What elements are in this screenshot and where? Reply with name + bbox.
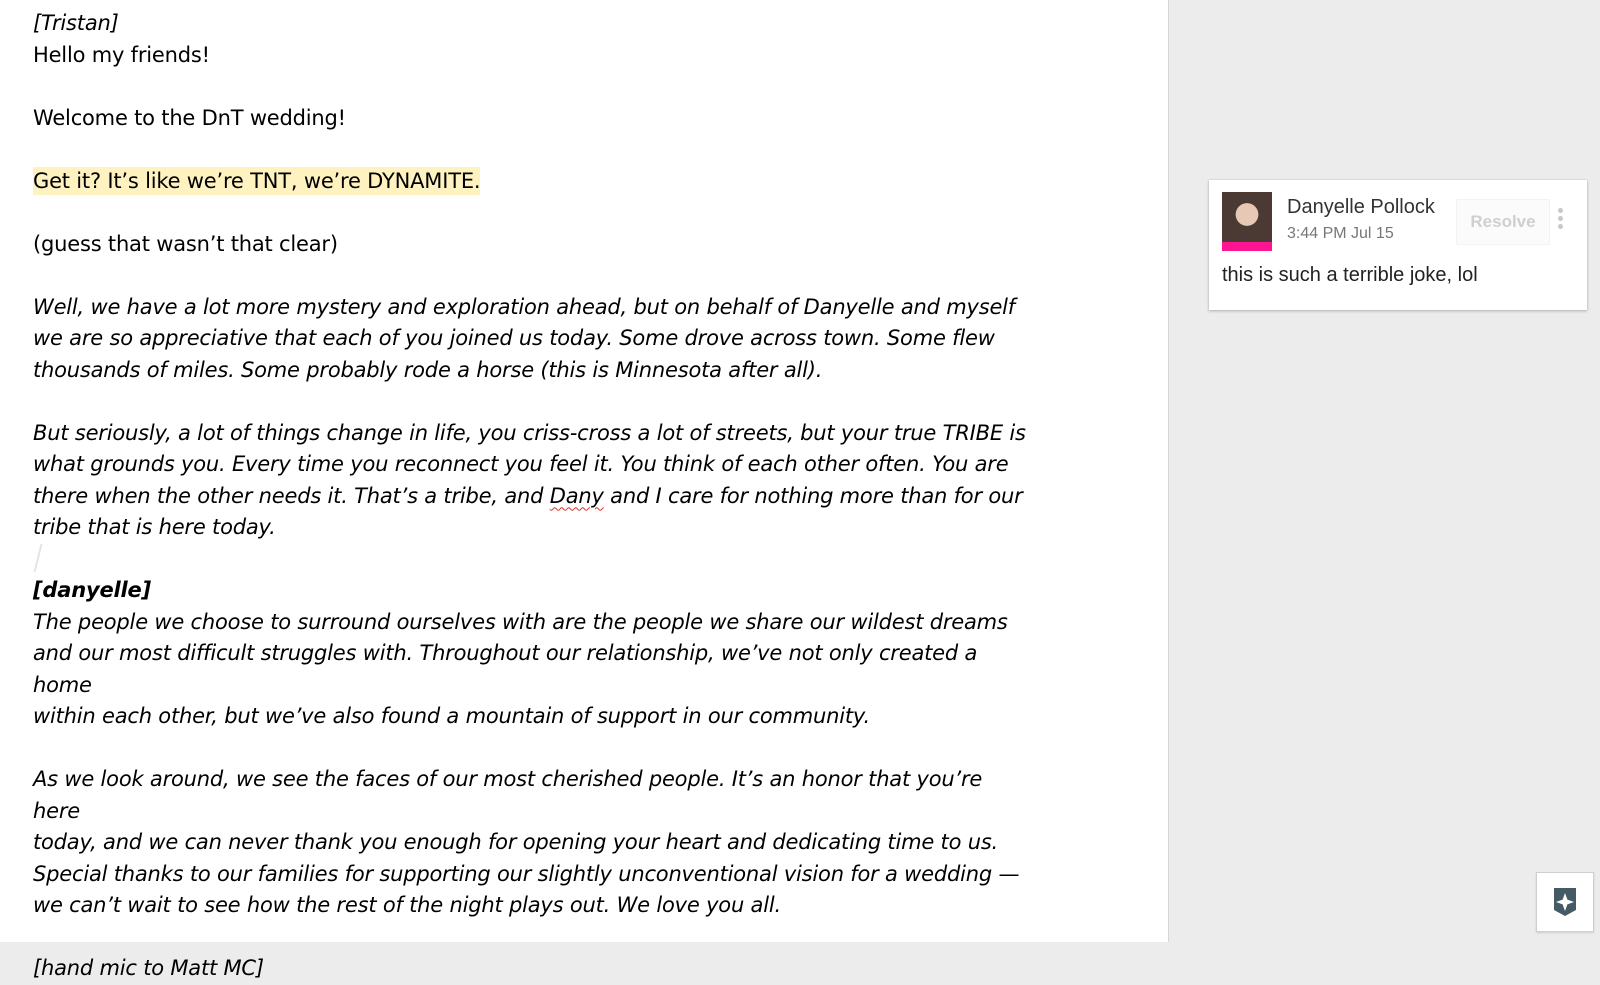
comment-highlight[interactable]: Get it? It’s like we’re TNT, we’re DYNAMITE. (33, 168, 481, 193)
paragraph-line: Special thanks to our families for supporting our slightly unconventional vision for a wedding — (33, 861, 1020, 886)
paragraph-line: Well, we have a lot more mystery and exploration ahead, but on behalf of Danyelle and myself (33, 294, 1016, 319)
paragraph-line: The people we choose to surround ourselves with are the people we share our wildest dreams (33, 609, 1008, 634)
paragraph-line: today, and we can never thank you enough for opening your heart and dedicating time to us. (33, 830, 999, 854)
paragraph-line: tribe that is here today. (33, 515, 276, 539)
document-body[interactable] (33, 8, 1033, 985)
speaker-label-tristan: [Tristan] (33, 11, 119, 35)
paragraph-line: what grounds you. Every time you reconnect you feel it. You think of each other often. You are (33, 452, 1009, 476)
paragraph-line: within each other, but we’ve also found a mountain of support in our community. (33, 704, 870, 728)
paragraph-line: As we look around, we see the faces of our most cherished people. It’s an honor that you’re here (33, 767, 983, 823)
text-span: and I care for nothing more than for our (603, 483, 1023, 508)
resolve-button[interactable]: Resolve (1456, 199, 1550, 245)
paragraph-line: But seriously, a lot of things change in life, you criss-cross a lot of streets, but your true TRIBE is (33, 420, 1026, 445)
paragraph-line: we are so appreciative that each of you joined us today. Some drove across town. Some flew (33, 326, 995, 350)
paragraph-line: we can’t wait to see how the rest of the night plays out. We love you all. (33, 893, 781, 917)
welcome-line: Welcome to the DnT wedding! (33, 105, 346, 130)
text-span: there when the other needs it. That’s a tribe, and (33, 483, 550, 508)
comment-text: this is such a terrible joke, lol (1222, 264, 1478, 286)
comment-author: Danyelle Pollock (1287, 196, 1435, 218)
avatar (1222, 192, 1272, 251)
text-cursor (34, 544, 43, 572)
comment-timestamp: 3:44 PM Jul 15 (1287, 225, 1394, 242)
explore-star-icon (1551, 886, 1579, 918)
closing-direction: [hand mic to Matt MC] (33, 956, 264, 980)
explore-button[interactable] (1536, 872, 1594, 932)
cursor-line (33, 544, 1033, 576)
speaker-label-danyelle: [danyelle] (33, 578, 151, 602)
author-color-bar (1222, 242, 1272, 251)
misspelled-word[interactable]: Dany (549, 483, 604, 508)
paragraph-line (33, 481, 1033, 513)
commented-joke-line[interactable] (33, 166, 1033, 198)
avatar-photo (1222, 192, 1272, 242)
vertical-dots-icon[interactable] (1556, 208, 1566, 234)
paragraph-line: thousands of miles. Some probably rode a horse (this is Minnesota after all). (33, 357, 823, 382)
paragraph-line: and our most difficult struggles with. Throughout our relationship, we’ve not only created a home (33, 641, 978, 697)
comment-card[interactable] (1209, 180, 1587, 310)
greeting-line: Hello my friends! (33, 42, 210, 67)
aside-line: (guess that wasn’t that clear) (33, 231, 338, 256)
